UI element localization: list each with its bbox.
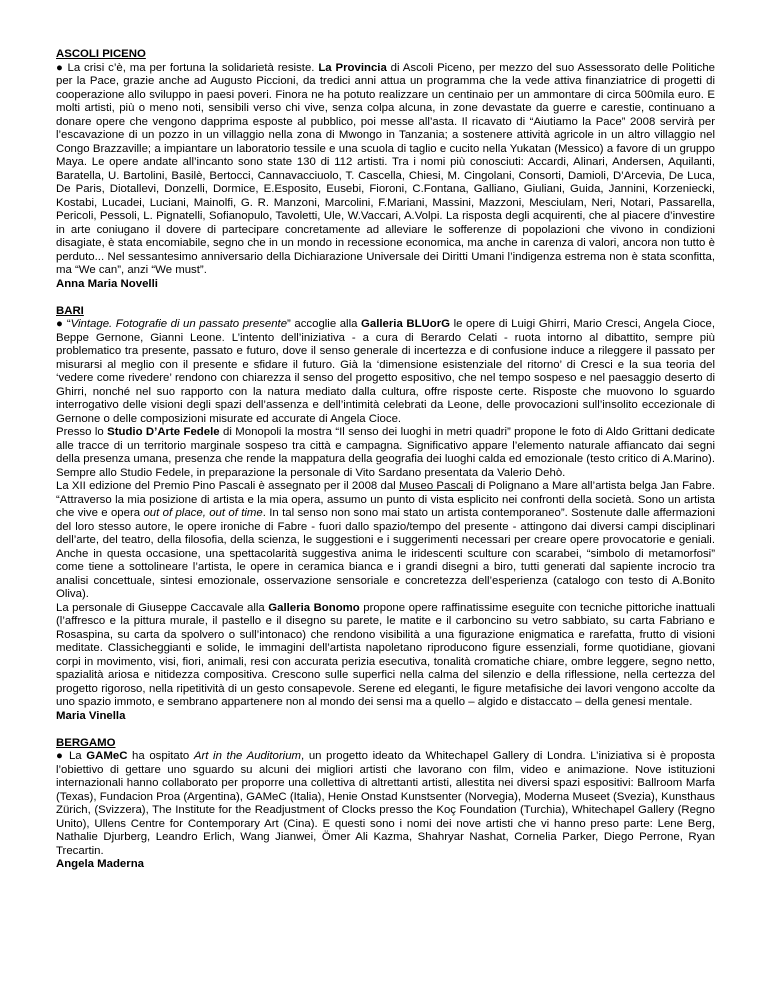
text-run: . In tal senso non sono mai stato un artista contemporaneo”. Sostenute dalle affermazioni del loro stesso autore, le opere ironiche di Fabre - fuori dallo spazio/tempo del presente - attingono dai diversi campi disciplinari dell’arte, del teatro, della filosofia, della scienza, le suggestioni e i suggerimenti necessari per creare opere provocatorie e geniali. Anche in questa occasione, una spettacolarità suggestiva anima le iridescenti sculture con scarabei, “simbolo di metamorfosi” come tiene a sottolineare l’artista, le opere in ceramica bianca e i grandi disegni a biro, tutti generati dal sapiente incrocio tra analisi concettuale, sintesi emozionale, osservazione sensoriale e concretezza dell’esperienza (catalogo con testo di A.Bonito Oliva). (56, 507, 715, 600)
article-paragraph (56, 426, 715, 480)
italic-text: out of place, out of time (143, 507, 263, 519)
bold-text: Studio D’Arte Fedele (107, 426, 220, 438)
text-run: di Polignano a Mare all’artista belga Jan Fabre. “Attraverso la mia posizione di artista e la mia opera, assumo un punto di vista esplicito nei confronti della società. Sono un artista che vive e opera (56, 480, 715, 519)
article-paragraph (56, 602, 715, 710)
author-signature: Anna Maria Novelli (56, 277, 158, 290)
article-paragraph (56, 318, 715, 426)
text-run: La personale di Giuseppe Caccavale alla (56, 601, 269, 614)
bold-text: La Provincia (318, 61, 387, 74)
text-run: di Monopoli la mostra “Il senso dei luoghi in metri quadri” propone le foto di Aldo Grittani dedicate alle tracce di un territorio marginale sospeso tra città e campagna. Significativo appare l’elemento naturale affiancato dai segni della presenza umana, presenza che rende la mappatura della geografia dei luoghi calda ed emozionale (testo critico di A.Marino). Sempre allo Studio Fedele, in preparazione la personale di Vito Sardano presentata da Valerio Dehò. (56, 426, 715, 479)
article-paragraph (56, 480, 715, 602)
article-paragraph (56, 750, 715, 858)
bold-text: Galleria BLUorG (361, 318, 451, 330)
bold-text: Galleria Bonomo (268, 601, 360, 614)
text-run: ● La crisi c’è, ma per fortuna la solidarietà resiste. (56, 61, 319, 74)
text-run: propone opere raffinatissime eseguite con tecniche pittoriche inattuali (l’affresco e la pittura murale, il pastello e il disegno su parete, le matite e il carboncino su vetro sabbiato, su carta Fabriano e Rosaspina, su carta da spolvero o sull’intonaco) che rendono visibilità a una figurazione enigmatica e rarefatta, frutto di visioni meditate. Classicheggianti e solide, le immagini dell’artista napoletano riproducono figure essenziali, forme quotidiane, giovani corpi in movimento, visi, fiori, animali, resi con accurata perizia esecutiva, tonalità cromatiche chiare, ombre leggere, segno netto, spazialità ariosa e nitidezza compositiva. Crescono sulle superfici nella calma del silenzio e della riflessione, nella certezza del progetto rigoroso, nella ripetitività di un gesto consapevole. Serene ed eleganti, le figure metafisiche dei lavori vengono accolte da uno spazio immoto, e sembrano appartenere non al mondo dei sensi ma a quello – algido e distaccato – della genesi mentale. (56, 601, 715, 708)
text-run: ha ospitato (127, 750, 194, 762)
text-run: La XII edizione del Premio Pino Pascali è assegnato per il 2008 dal (56, 480, 399, 492)
section-heading: ASCOLI PICENO (56, 48, 146, 60)
italic-text: Art in the Auditorium (193, 750, 302, 762)
author-signature: Maria Vinella (56, 709, 126, 722)
text-run: ” accoglie alla (287, 318, 362, 330)
author-signature: Angela Maderna (56, 858, 144, 870)
section-bari (56, 305, 715, 724)
underlined-text: Museo Pascali (398, 480, 474, 492)
section-heading: BARI (56, 304, 84, 317)
text-run: di Ascoli Piceno, per mezzo del suo Assessorato delle Politiche per la Pace, grazie anche ad Augusto Piccioni, da tredici anni attua un programma che la vede attiva finanziatrice di progetti di cooperazione allo sviluppo in paesi poveri. Finora ne ha potuto realizzare un centinaio per un ammontare di circa 500mila euro. E molti artisti, più o meno noti, sensibili verso chi vive, senza colpa alcuna, in zone devastate da guerre e carestie, continuano a donare opere che vengono dapprima esposte al pubblico, poi messe all’asta. Il ricavato di “Aiutiamo la Pace” 2008 servirà per l’escavazione di un pozzo in un villaggio nella zona di Mwongo in Tanzania; a sostenere attività agricole in un altro villaggio nel Congo Brazzaville; a impiantare un laboratorio tessile e una scuola di taglio e cucito nella Yukatan (Messico) a favore di un gruppo Maya. Le opere andate all’incanto sono state 130 di 112 artisti. Tra i nomi più conosciuti: Accardi, Alinari, Andersen, Aquilanti, Baratella, U. Bartolini, Basilè, Bertocci, Cannavacciuolo, T. Cascella, Chiesi, M. Cingolani, Consorti, Damioli, D’Arcevia, De Luca, De Paris, Diotallevi, Donzelli, Dormice, E.Esposito, Eusebi, Fioroni, C.Fontana, Galliano, Giuliani, Guida, Jannini, Korzeniecki, Kostabi, Lucadei, Luciani, Mainolfi, G. R. Manzoni, Marcolini, F.Mariani, Massini, Mazzoni, Mesciulam, Neri, Notari, Passarella, Pericoli, Pessoli, L. Pignatelli, Sofianopulo, Tavoletti, Ule, W.Vaccari, A.Volpi. La risposta degli acquirenti, che al piacere d’investire in arte coniugano il dovere di partecipare concretamente ad alleviare le sofferenze di popolazioni che vivono in condizioni disagiate, è stata encomiabile, segno che in un mondo in recessione economica, ma anche in carenza di valori, ancora non tutto è perduto... Nel sessantesimo anniversario della Dichiarazione Universale dei Diritti Umani l’indigenza estrema non è stata sconfitta, ma “We can”, anzi “We must”. (56, 61, 715, 276)
text-run: ● La (56, 750, 87, 762)
section-bergamo (56, 737, 715, 872)
text-run: le opere di Luigi Ghirri, Mario Cresci, Angela Cioce, Beppe Gernone, Gianni Leone. L’intento dell’iniziativa - a cura di Berardo Celati - ruota intorno al dibattito, sempre più problematico tra presente, passato e futuro, dove il senso generale di incertezza e di confusione induce a rileggere il passato per misurarsi al meglio con il presente e sfidare il futuro. Già la ‘dimensione esistenziale del ritorno’ di Cresci e la sua teoria del ‘vedere come rivedere’ rendono con chiarezza il senso del progetto espositivo, che nel tempo sospeso e nel paesaggio deserto di Ghirri, nonché nel suo rapporto con la natura mediato dalla cultura, offre risposte certe. Risposte che muovono lo sguardo interrogativo delle visioni degli spazi dell’assenza e dell’intimità celebrati da Leone, delle provocazioni sull’insolito eccezionale di Gernone o delle composizioni misurate ed accurate di Angela Cioce. (56, 318, 715, 425)
article-paragraph (56, 62, 715, 278)
text-run: ● “ (56, 318, 71, 330)
bold-text: GAMeC (86, 750, 128, 762)
section-heading: BERGAMO (56, 736, 116, 749)
text-run: , un progetto ideato da Whitechapel Gallery di Londra. L’iniziativa si è proposta l’obiettivo di gettare uno sguardo su alcuni dei migliori artisti che lavorano con film, video e animazione. Nove istituzioni internazionali hanno collaborato per proporre una collettiva di altrettanti artisti, allestita nei diversi spazi espositivi: Ballroom Marfa (Texas), Fundacion Proa (Argentina), GAMeC (Italia), Henie Onstad Kunstsenter (Norvegia), Moderna Museet (Svezia), Kunsthaus Zürich, (Svizzera), The Institute for the Readjustment of Clocks presso the Koç Foundation (Turchia), Whitechapel Gallery (Regno Unito), Ullens Centre for Contemporary Art (Cina). E questi sono i nomi dei nove artisti che vi hanno preso parte: Lene Berg, Nathalie Djurberg, Leandro Erlich, Wang Jianwei, Ömer Ali Kazma, Shahryar Nashat, Cornelia Parker, Diego Perrone, Ryan Trecartin. (56, 750, 715, 857)
section-ascoli-piceno (56, 48, 715, 291)
italic-text: Vintage. Fotografie di un passato presente (70, 318, 288, 330)
text-run: Presso lo (56, 426, 108, 438)
